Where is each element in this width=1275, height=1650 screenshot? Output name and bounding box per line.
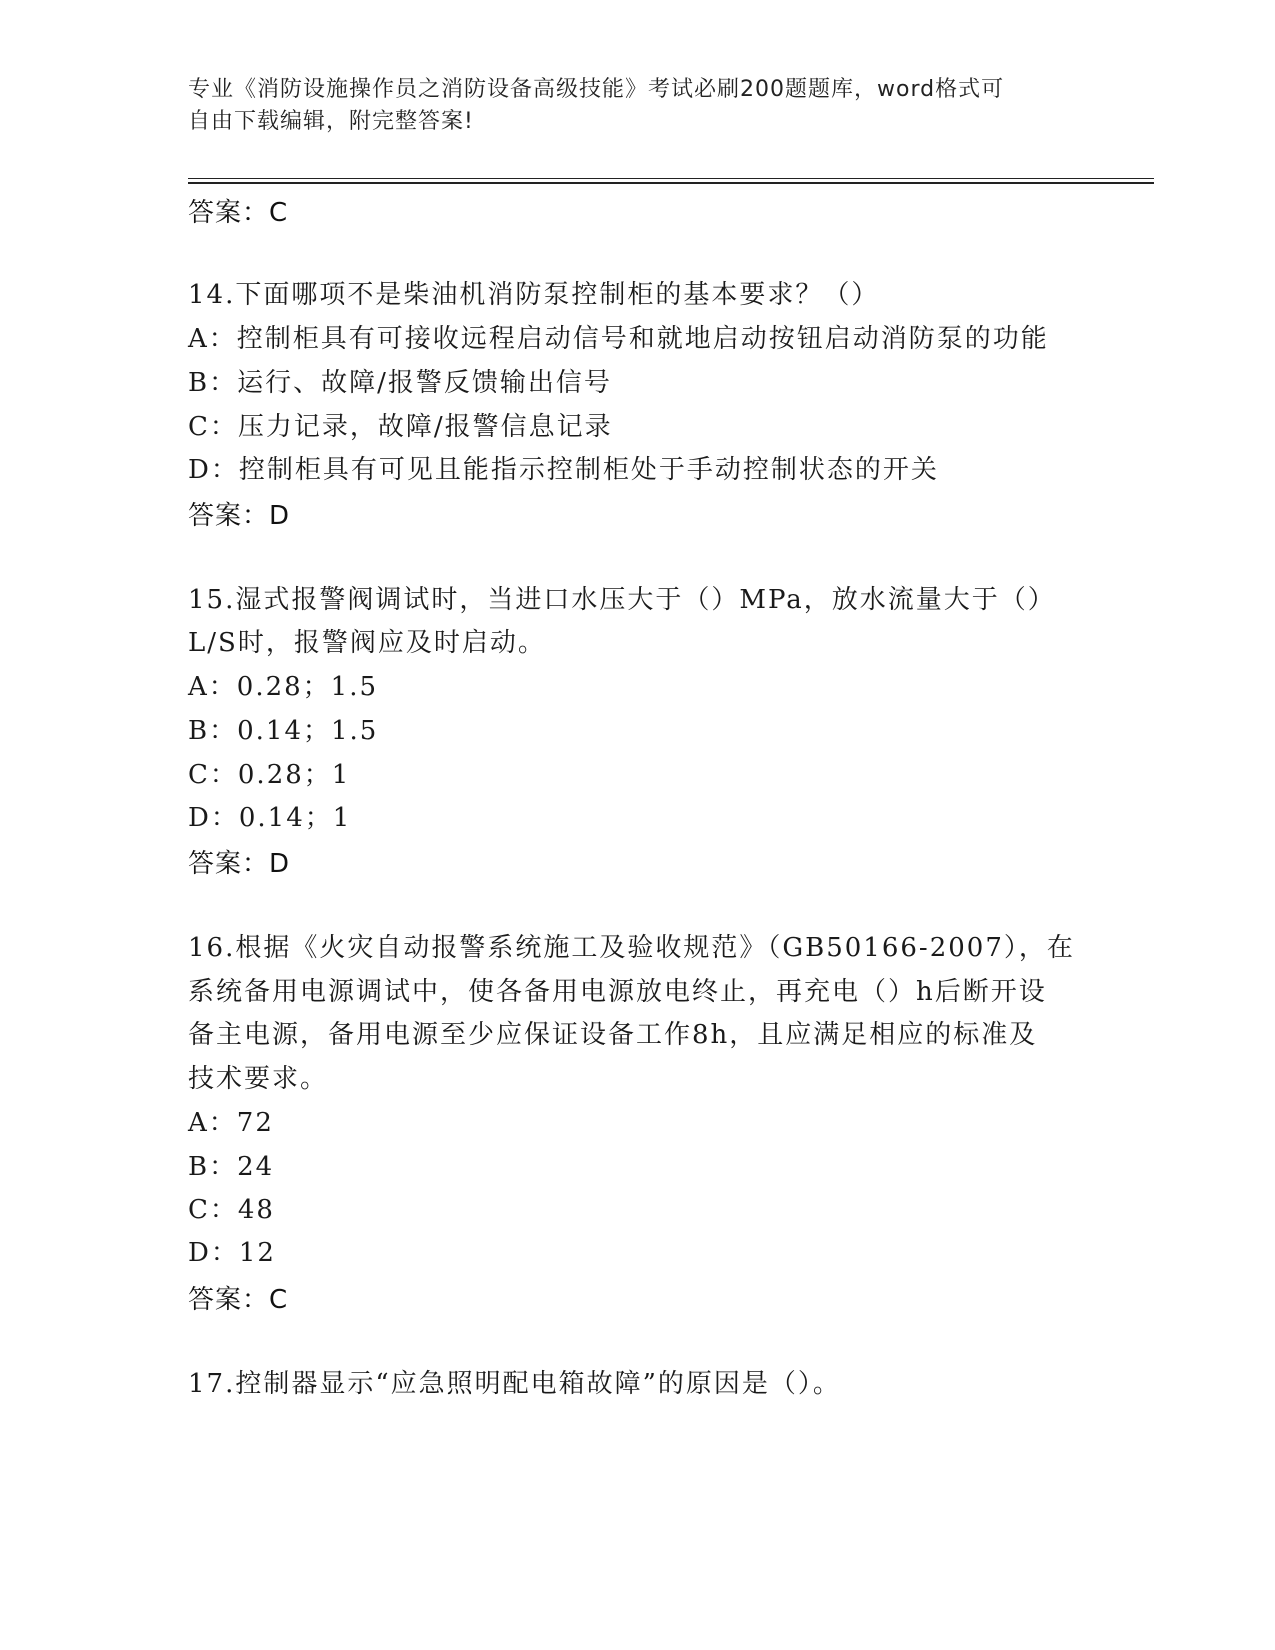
question-15-option-c: C：0.28；1 [188,760,351,790]
document-header [188,74,1068,138]
question-17-stem: 17.控制器显示“应急照明配电箱故障”的原因是（）。 [188,1369,841,1399]
answer-13: 答案：C [188,198,289,228]
question-15-option-d: D：0.14；1 [188,803,352,833]
question-16-option-d: D：12 [188,1238,276,1268]
question-16-option-b: B：24 [188,1152,275,1182]
question-14-option-a: A：控制柜具有可接收远程启动信号和就地启动按钮启动消防泵的功能 [188,324,1049,354]
question-15-option-b: B：0.14；1.5 [188,716,379,746]
question-16-stem-line-4: 技术要求。 [188,1064,329,1094]
question-14-option-c: C：压力记录，故障/报警信息记录 [188,412,613,442]
header-rule-thick [188,182,1154,184]
question-16-stem-line-2: 系统备用电源调试中，使各备用电源放电终止，再充电（）h后断开设 [188,977,1047,1007]
answer-14: 答案：D [188,501,291,531]
question-15-stem-line-2: L/S时，报警阀应及时启动。 [188,628,546,658]
question-15-stem-line-1: 15.湿式报警阀调试时，当进口水压大于（）MPa，放水流量大于（） [188,585,1056,615]
answer-16: 答案：C [188,1285,289,1315]
question-14-option-b: B：运行、故障/报警反馈输出信号 [188,368,612,398]
question-16-option-c: C：48 [188,1195,275,1225]
question-14-option-d: D：控制柜具有可见且能指示控制柜处于手动控制状态的开关 [188,455,939,485]
header-line-2: 自由下载编辑，附完整答案! [188,109,474,134]
header-line-1: 专业《消防设施操作员之消防设备高级技能》考试必刷200题题库，word格式可 [188,77,1005,102]
question-16-stem-line-3: 备主电源，备用电源至少应保证设备工作8h，且应满足相应的标准及 [188,1020,1038,1050]
question-16-stem-line-1: 16.根据《火灾自动报警系统施工及验收规范》（GB50166-2007），在 [188,933,1075,963]
question-15-option-a: A：0.28；1.5 [188,672,379,702]
header-rule-thin [188,178,1154,179]
question-16-option-a: A：72 [188,1108,274,1138]
question-14-stem: 14.下面哪项不是柴油机消防泵控制柜的基本要求？（） [188,280,880,310]
answer-15: 答案：D [188,849,291,879]
